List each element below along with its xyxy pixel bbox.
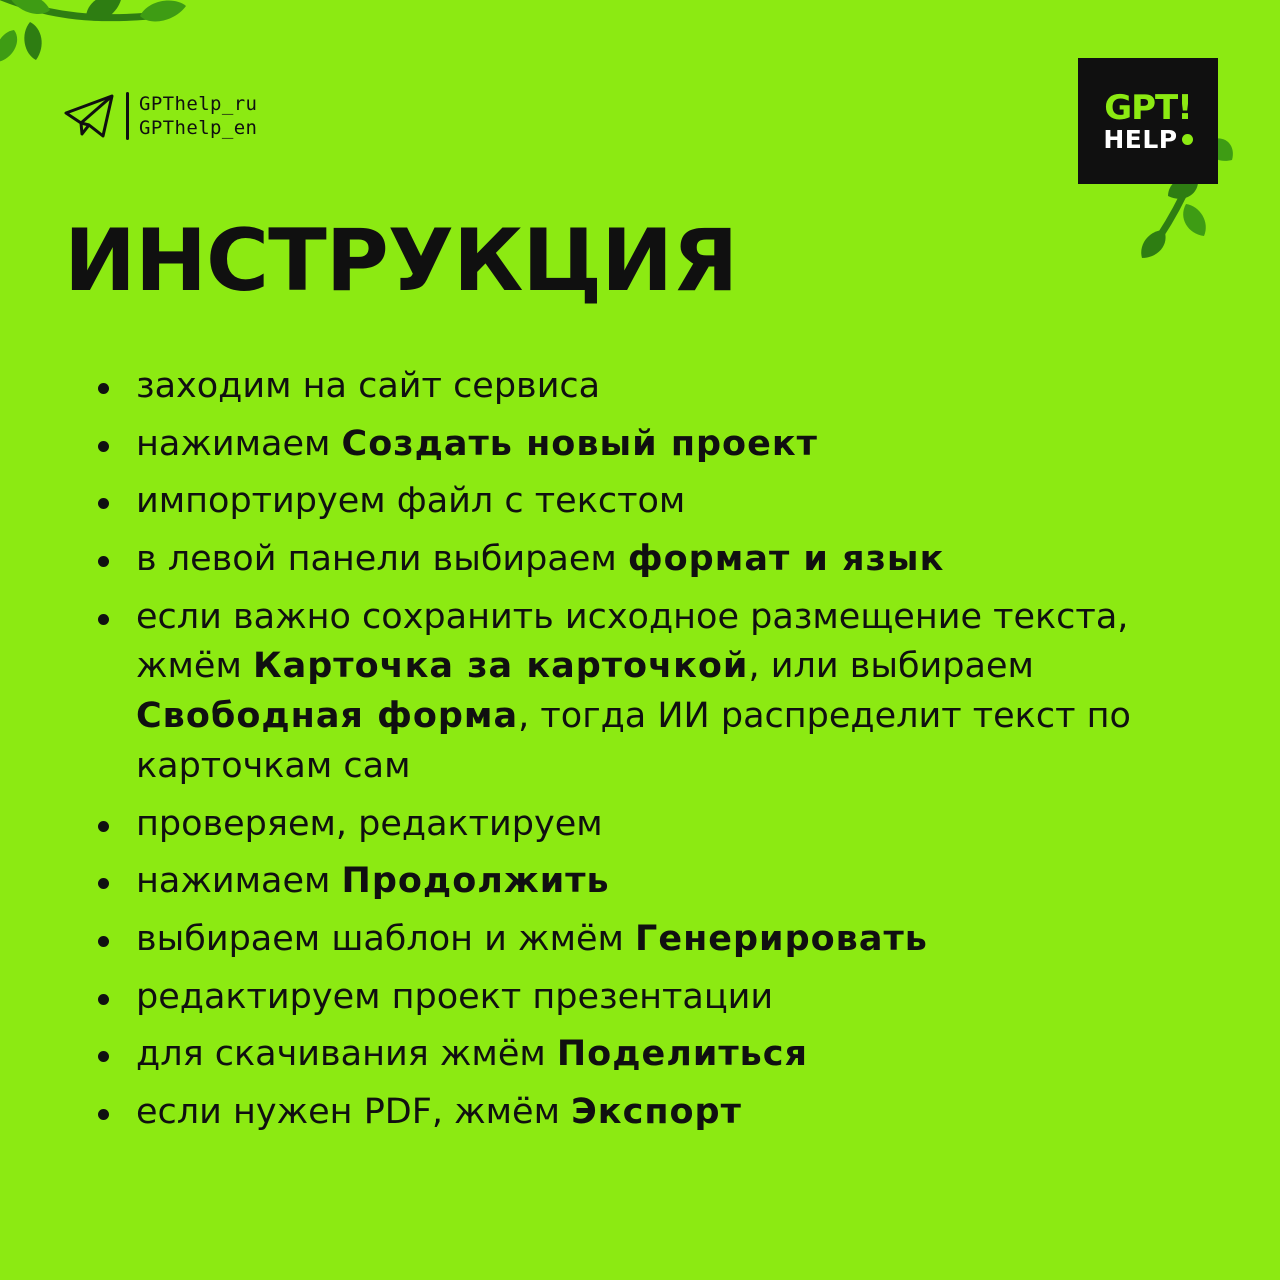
step-text: импортируем файл с текстом <box>136 481 686 522</box>
logo-line1: GPT! <box>1104 87 1192 128</box>
telegram-handle-list <box>139 93 257 140</box>
step-keyword: Поделиться <box>556 1034 809 1075</box>
list-item <box>86 1030 1216 1080</box>
gpthelp-logo <box>1078 58 1218 184</box>
step-text: если важно сохранить исходное размещение текста, жмём <box>136 596 1129 687</box>
list-item <box>86 857 1216 907</box>
step-text: для скачивания жмём <box>136 1034 557 1075</box>
step-keyword: Свободная форма <box>136 696 519 737</box>
list-item <box>86 973 1216 1023</box>
step-keyword: Карточка за карточкой <box>253 646 749 687</box>
step-text: если нужен PDF, жмём <box>136 1091 572 1132</box>
list-item <box>86 477 1216 527</box>
step-text: редактируем проект презентации <box>136 976 774 1017</box>
telegram-icon <box>64 93 116 139</box>
list-item <box>86 800 1216 850</box>
page-title: ИНСТРУКЦИЯ <box>64 211 738 311</box>
header <box>0 0 1280 210</box>
instruction-list <box>86 362 1216 1146</box>
step-keyword: Продолжить <box>341 861 610 902</box>
list-item <box>86 915 1216 965</box>
list-item <box>86 362 1216 412</box>
step-keyword: Создать новый проект <box>341 423 818 464</box>
step-keyword: Экспорт <box>571 1091 742 1132</box>
telegram-handle-ru[interactable]: GPThelp_ru <box>139 92 258 115</box>
logo-dot-icon <box>1182 134 1193 145</box>
divider <box>126 92 129 140</box>
step-text: проверяем, редактируем <box>136 803 603 844</box>
step-text: выбираем шаблон и жмём <box>136 918 636 959</box>
step-text: , тогда ИИ распределит текст по карточкам сам <box>136 696 1131 786</box>
step-keyword: Генерировать <box>635 918 928 959</box>
list-item <box>86 593 1216 792</box>
step-text: нажимаем <box>136 423 342 464</box>
list-item <box>86 1088 1216 1138</box>
logo-exclamation: ! <box>1177 87 1192 128</box>
logo-line2: HELP <box>1103 127 1192 152</box>
telegram-handles-block[interactable] <box>64 92 257 140</box>
step-text: нажимаем <box>136 861 342 902</box>
step-keyword: формат и язык <box>627 539 945 580</box>
step-text: в левой панели выбираем <box>136 539 628 580</box>
telegram-handle-en[interactable]: GPThelp_en <box>139 117 258 139</box>
step-text: , или выбираем <box>748 646 1034 687</box>
list-item <box>86 420 1216 470</box>
step-text: заходим на сайт сервиса <box>136 366 601 406</box>
list-item <box>86 535 1216 585</box>
